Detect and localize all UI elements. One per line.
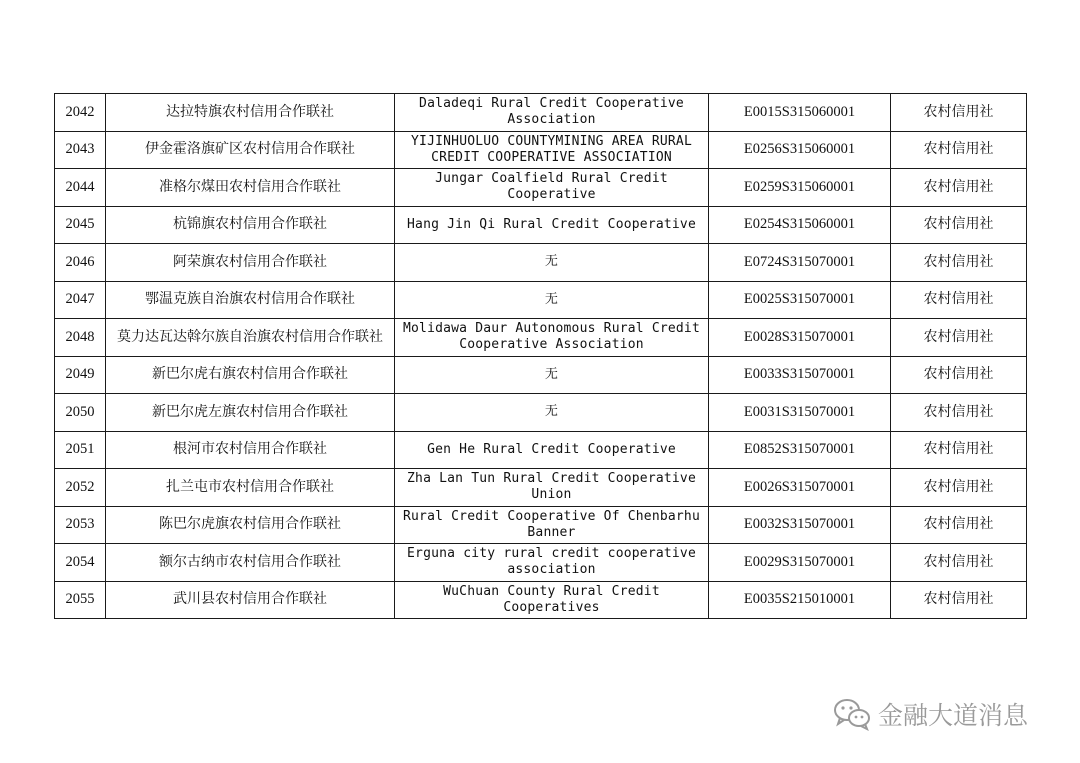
- cell-chinese-name: 额尔古纳市农村信用合作联社: [106, 544, 395, 582]
- cell-institution-type: 农村信用社: [891, 169, 1027, 207]
- cell-number: 2042: [55, 94, 106, 132]
- cell-english-name: Hang Jin Qi Rural Credit Cooperative: [395, 206, 709, 244]
- institution-table: [54, 93, 1027, 619]
- cell-chinese-name: 准格尔煤田农村信用合作联社: [106, 169, 395, 207]
- cell-number: 2047: [55, 281, 106, 319]
- cell-english-name: 无: [395, 244, 709, 282]
- cell-chinese-name: 莫力达瓦达斡尔族自治旗农村信用合作联社: [106, 319, 395, 357]
- cell-number: 2045: [55, 206, 106, 244]
- cell-institution-code: E0256S315060001: [709, 131, 891, 169]
- cell-english-name: YIJINHUOLUO COUNTYMINING AREA RURAL CREDIT COOPERATIVE ASSOCIATION: [395, 131, 709, 169]
- cell-number: 2043: [55, 131, 106, 169]
- cell-institution-type: 农村信用社: [891, 431, 1027, 469]
- cell-institution-code: E0029S315070001: [709, 544, 891, 582]
- cell-english-name: 无: [395, 394, 709, 432]
- cell-chinese-name: 陈巴尔虎旗农村信用合作联社: [106, 506, 395, 544]
- cell-institution-code: E0028S315070001: [709, 319, 891, 357]
- cell-chinese-name: 新巴尔虎左旗农村信用合作联社: [106, 394, 395, 432]
- table-row: [55, 131, 1027, 169]
- cell-institution-code: E0026S315070001: [709, 469, 891, 507]
- cell-institution-code: E0015S315060001: [709, 94, 891, 132]
- table-row: [55, 544, 1027, 582]
- cell-chinese-name: 伊金霍洛旗矿区农村信用合作联社: [106, 131, 395, 169]
- cell-english-name: Zha Lan Tun Rural Credit Cooperative Union: [395, 469, 709, 507]
- table-row: [55, 469, 1027, 507]
- cell-chinese-name: 阿荣旗农村信用合作联社: [106, 244, 395, 282]
- table-row: [55, 394, 1027, 432]
- cell-institution-code: E0852S315070001: [709, 431, 891, 469]
- cell-number: 2052: [55, 469, 106, 507]
- cell-english-name: Molidawa Daur Autonomous Rural Credit Cooperative Association: [395, 319, 709, 357]
- cell-institution-code: E0035S215010001: [709, 581, 891, 619]
- wechat-icon: [832, 697, 872, 731]
- cell-institution-type: 农村信用社: [891, 319, 1027, 357]
- table-row: [55, 169, 1027, 207]
- cell-institution-type: 农村信用社: [891, 244, 1027, 282]
- cell-institution-type: 农村信用社: [891, 544, 1027, 582]
- table-row: [55, 581, 1027, 619]
- cell-number: 2044: [55, 169, 106, 207]
- institution-table-container: [54, 93, 1026, 619]
- cell-chinese-name: 根河市农村信用合作联社: [106, 431, 395, 469]
- cell-institution-type: 农村信用社: [891, 506, 1027, 544]
- table-row: [55, 206, 1027, 244]
- watermark: [832, 696, 1028, 732]
- cell-number: 2049: [55, 356, 106, 394]
- cell-institution-type: 农村信用社: [891, 581, 1027, 619]
- cell-chinese-name: 鄂温克族自治旗农村信用合作联社: [106, 281, 395, 319]
- cell-number: 2048: [55, 319, 106, 357]
- cell-chinese-name: 武川县农村信用合作联社: [106, 581, 395, 619]
- table-body: [55, 94, 1027, 619]
- table-row: [55, 506, 1027, 544]
- table-row: [55, 356, 1027, 394]
- cell-institution-type: 农村信用社: [891, 94, 1027, 132]
- table-row: [55, 281, 1027, 319]
- cell-institution-code: E0032S315070001: [709, 506, 891, 544]
- cell-chinese-name: 扎兰屯市农村信用合作联社: [106, 469, 395, 507]
- cell-english-name: 无: [395, 356, 709, 394]
- table-row: [55, 431, 1027, 469]
- watermark-text: 金融大道消息: [878, 701, 1029, 730]
- cell-institution-type: 农村信用社: [891, 356, 1027, 394]
- cell-chinese-name: 达拉特旗农村信用合作联社: [106, 94, 395, 132]
- cell-number: 2051: [55, 431, 106, 469]
- cell-english-name: Gen He Rural Credit Cooperative: [395, 431, 709, 469]
- table-row: [55, 244, 1027, 282]
- cell-english-name: Erguna city rural credit cooperative association: [395, 544, 709, 582]
- cell-number: 2050: [55, 394, 106, 432]
- cell-institution-code: E0025S315070001: [709, 281, 891, 319]
- cell-institution-code: E0254S315060001: [709, 206, 891, 244]
- cell-number: 2055: [55, 581, 106, 619]
- cell-institution-code: E0033S315070001: [709, 356, 891, 394]
- cell-institution-type: 农村信用社: [891, 281, 1027, 319]
- cell-english-name: 无: [395, 281, 709, 319]
- cell-number: 2053: [55, 506, 106, 544]
- cell-english-name: WuChuan County Rural Credit Cooperatives: [395, 581, 709, 619]
- cell-english-name: Jungar Coalfield Rural Credit Cooperative: [395, 169, 709, 207]
- cell-institution-code: E0724S315070001: [709, 244, 891, 282]
- cell-chinese-name: 杭锦旗农村信用合作联社: [106, 206, 395, 244]
- table-row: [55, 319, 1027, 357]
- cell-institution-code: E0259S315060001: [709, 169, 891, 207]
- cell-number: 2046: [55, 244, 106, 282]
- cell-number: 2054: [55, 544, 106, 582]
- cell-institution-type: 农村信用社: [891, 131, 1027, 169]
- cell-chinese-name: 新巴尔虎右旗农村信用合作联社: [106, 356, 395, 394]
- cell-institution-type: 农村信用社: [891, 206, 1027, 244]
- cell-institution-type: 农村信用社: [891, 394, 1027, 432]
- cell-english-name: Daladeqi Rural Credit Cooperative Association: [395, 94, 709, 132]
- cell-institution-type: 农村信用社: [891, 469, 1027, 507]
- cell-english-name: Rural Credit Cooperative Of Chenbarhu Banner: [395, 506, 709, 544]
- table-row: [55, 94, 1027, 132]
- cell-institution-code: E0031S315070001: [709, 394, 891, 432]
